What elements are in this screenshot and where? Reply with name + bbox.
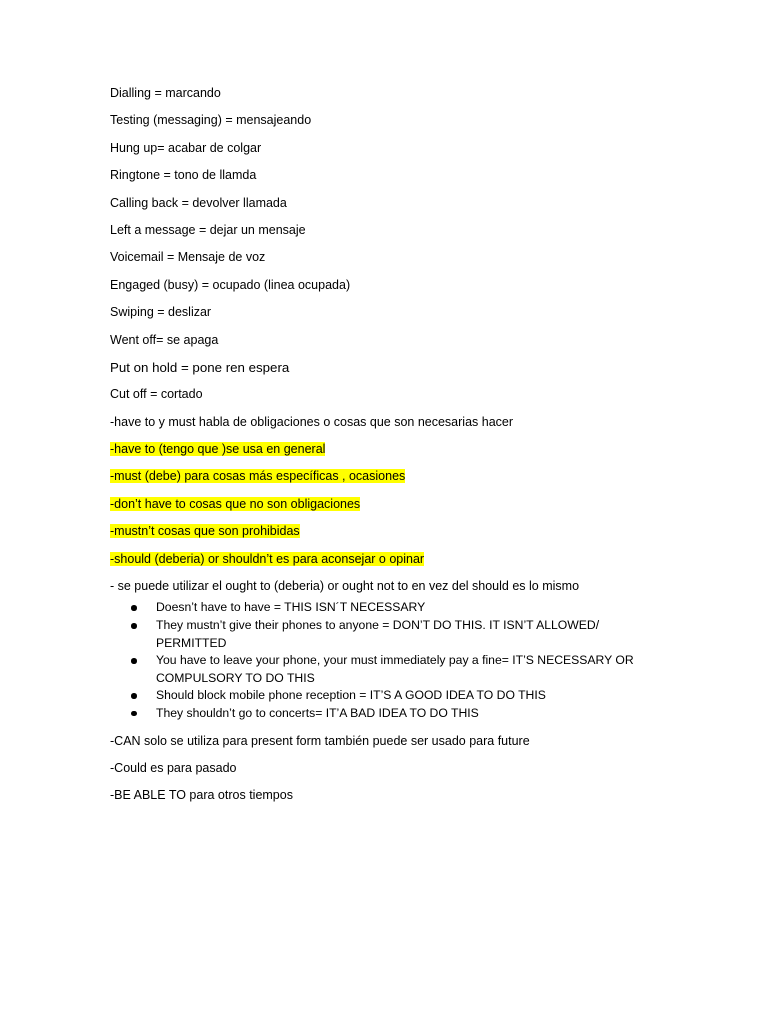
note-text: Dialling = marcando [110, 86, 221, 100]
note-line [110, 359, 670, 376]
highlighted-note-line [110, 441, 670, 458]
bullet-text: Should block mobile phone reception = IT’S A GOOD IDEA TO DO THIS [156, 688, 546, 703]
note-text: Went off= se apaga [110, 332, 219, 347]
note-text: Cut off = cortado [110, 387, 203, 402]
highlighted-note-text: -must (debe) para cosas más específicas , ocasiones [110, 469, 406, 484]
closing-line [110, 760, 670, 777]
note-text: Swiping = deslizar [110, 305, 212, 320]
note-line [110, 167, 670, 184]
note-line [110, 85, 670, 102]
note-line [110, 304, 670, 321]
bullet-item [110, 617, 656, 652]
note-line [110, 140, 670, 157]
note-line [110, 332, 670, 349]
bullet-dot-icon [131, 605, 137, 611]
bullet-item [110, 687, 656, 705]
note-line [110, 222, 670, 239]
note-text: Put on hold = pone ren espera [110, 359, 290, 375]
example-bullet-list [110, 599, 670, 722]
bullet-dot-icon [131, 658, 137, 664]
bullet-text: Doesn’t have to have = THIS ISN´T NECESSARY [156, 600, 426, 615]
note-line [110, 112, 670, 129]
note-text: Ringtone = tono de llamda [110, 168, 257, 183]
closing-text: -Could es para pasado [110, 760, 237, 775]
highlighted-note-line [110, 551, 670, 568]
bullet-dot-icon [131, 693, 137, 699]
highlighted-note-text: -have to (tengo que )se usa en general [110, 442, 326, 457]
note-text: -have to y must habla de obligaciones o cosas que son necesarias hacer [110, 414, 514, 429]
bullet-item [110, 652, 656, 687]
note-text: - se puede utilizar el ought to (deberia) or ought not to en vez del should es lo mismo [110, 579, 580, 594]
closing-text: -CAN solo se utiliza para present form también puede ser usado para future [110, 733, 530, 748]
closing-line [110, 733, 670, 750]
bullet-item [110, 599, 656, 617]
note-text: Left a message = dejar un mensaje [110, 222, 306, 237]
note-text: Testing (messaging) = mensajeando [110, 113, 312, 128]
note-text: Calling back = devolver llamada [110, 195, 287, 210]
note-line [110, 386, 670, 403]
highlighted-note-line [110, 523, 670, 540]
note-line [110, 195, 670, 212]
note-line [110, 578, 670, 595]
note-text: Engaged (busy) = ocupado (linea ocupada) [110, 277, 351, 292]
document-body [110, 85, 670, 815]
note-text: Hung up= acabar de colgar [110, 140, 262, 155]
note-line [110, 414, 670, 431]
highlighted-note-text: -don’t have to cosas que no son obligaciones [110, 496, 361, 511]
closing-text: -BE ABLE TO para otros tiempos [110, 788, 293, 803]
highlighted-note-line [110, 496, 670, 513]
bullet-text: They mustn’t give their phones to anyone = DON’T DO THIS. IT ISN’T ALLOWED/ PERMITTED [156, 618, 600, 650]
bullet-text: You have to leave your phone, your must immediately pay a fine= IT’S NECESSARY OR COMPULSORY TO DO THIS [156, 653, 634, 685]
bullet-item [110, 705, 656, 723]
bullet-text: They shouldn’t go to concerts= IT’A BAD IDEA TO DO THIS [156, 705, 479, 720]
bullet-dot-icon [131, 623, 137, 629]
bullet-dot-icon [131, 711, 137, 717]
note-line [110, 277, 670, 294]
note-text: Voicemail = Mensaje de voz [110, 250, 266, 265]
closing-line [110, 787, 670, 804]
highlighted-note-line [110, 468, 670, 485]
note-line [110, 249, 670, 266]
highlighted-note-text: -should (deberia) or shouldn’t es para aconsejar o opinar [110, 551, 425, 566]
highlighted-note-text: -mustn’t cosas que son prohibidas [110, 524, 300, 539]
